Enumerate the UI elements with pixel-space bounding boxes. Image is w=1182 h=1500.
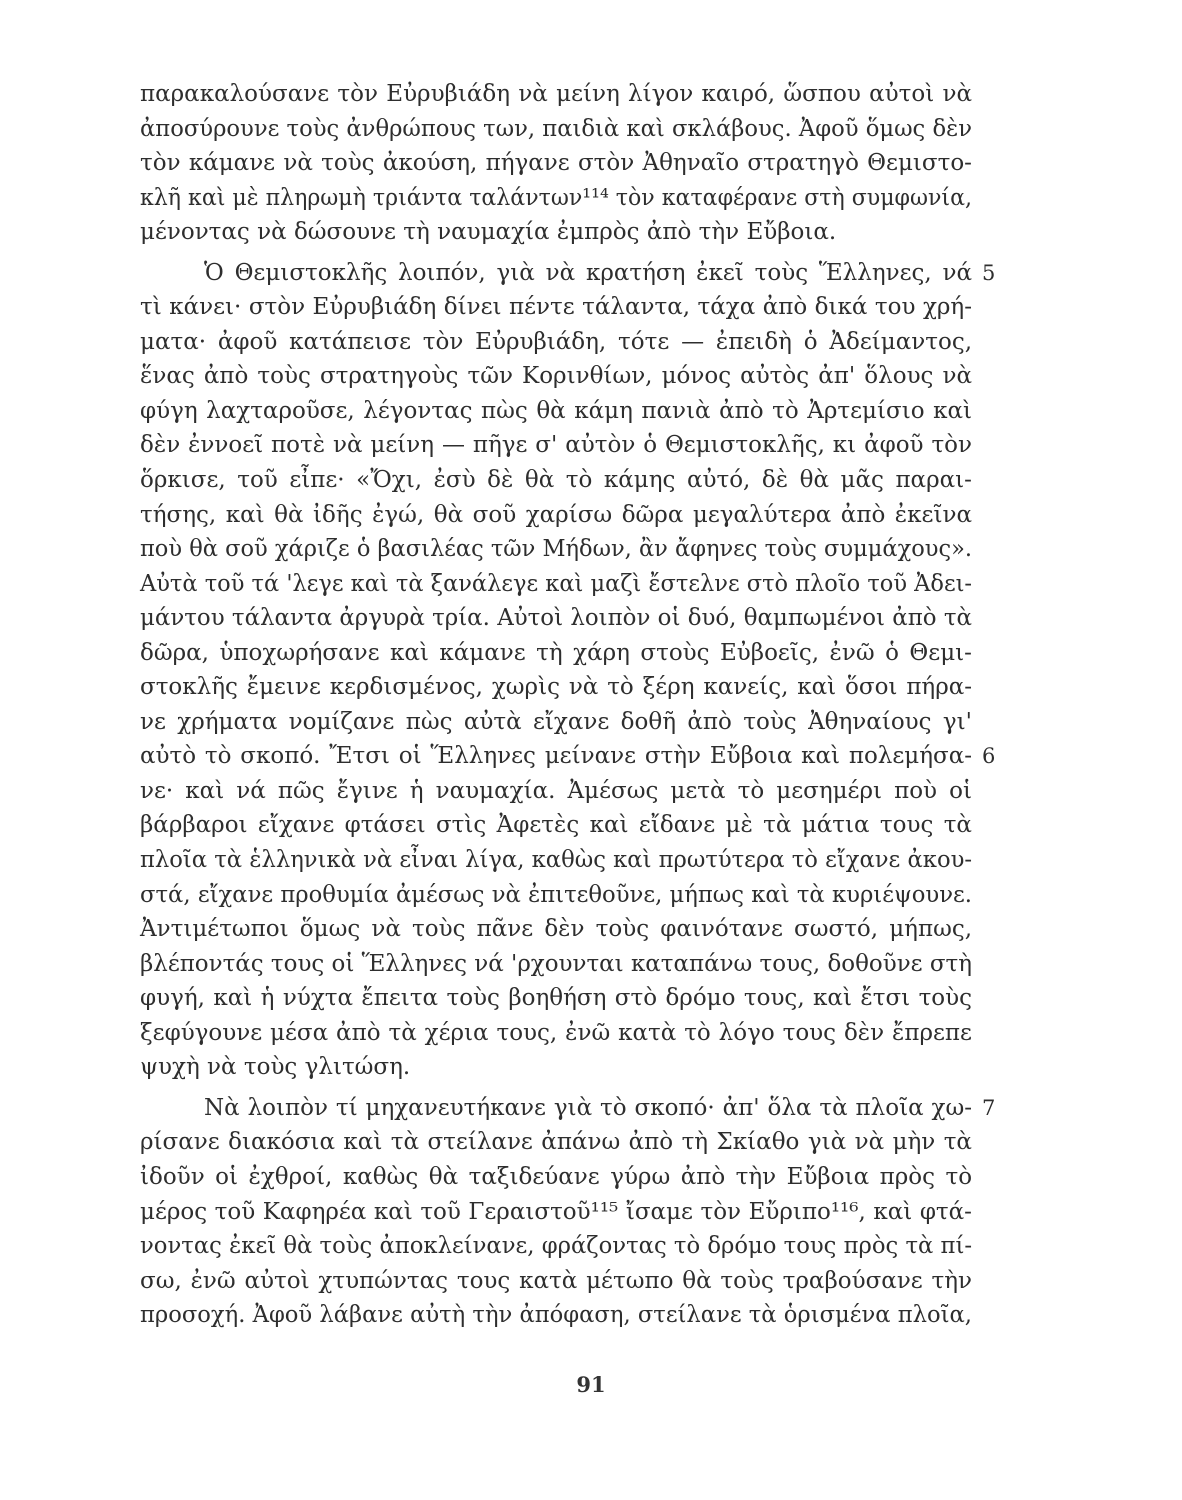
line-text: Ὁ Θεμιστοκλῆς λοιπόν, γιὰ νὰ κρατήση ἐκεῖ τοὺς Ἕλληνες, νά xyxy=(204,259,973,286)
line-text: αὐτὸ τὸ σκοπό. Ἔτσι οἱ Ἕλληνες μείνανε στὴν Εὔβοια καὶ πολεμήσα- xyxy=(140,743,973,770)
text-line xyxy=(140,601,972,636)
line-text: φύγη λαχταροῦσε, λέγοντας πὼς θὰ κάμη πανιὰ ἀπὸ τὸ Ἀρτεμίσιο καὶ xyxy=(140,397,973,424)
text-line xyxy=(140,290,972,325)
page-number: 91 xyxy=(576,1372,606,1397)
section-marker: 6 xyxy=(982,744,996,769)
line-text: νε χρήματα νομίζανε πὼς αὐτὰ εἴχανε δοθῆ ἀπὸ τοὺς Ἀθηναίους γι' xyxy=(140,708,973,735)
line-text: Ἀντιμέτωποι ὅμως νὰ τοὺς πᾶνε δὲν τοὺς φαινότανε σωστό, μήπως, xyxy=(140,916,973,943)
line-text: ματα· ἀφοῦ κατάπεισε τὸν Εὐρυβιάδη, τότε — ἐπειδὴ ὁ Ἀδείμαντος, xyxy=(140,328,973,355)
line-text: νε· καὶ νά πῶς ἔγινε ἡ ναυμαχία. Ἀμέσως μετὰ τὸ μεσημέρι ποὺ οἱ xyxy=(140,777,972,804)
text-line xyxy=(140,843,972,878)
text-line xyxy=(140,670,972,705)
text-line xyxy=(140,77,972,112)
text-line xyxy=(140,394,972,429)
text-line xyxy=(140,1091,996,1126)
line-text: μάντου τάλαντα ἀργυρὰ τρία. Αὐτοὶ λοιπὸν οἱ δυό, θαμπωμένοι ἀπὸ τὰ xyxy=(140,605,972,632)
text-line xyxy=(140,1264,972,1299)
line-text: δὲν ἐννοεῖ ποτὲ νὰ μείνη — πῆγε σ' αὐτὸν ὁ Θεμιστοκλῆς, κι ἀφοῦ τὸν xyxy=(140,432,972,459)
text-line xyxy=(140,181,972,216)
line-text: σω, ἐνῶ αὐτοὶ χτυπώντας τους κατὰ μέτωπο θὰ τοὺς τραβούσανε τὴν xyxy=(140,1267,973,1294)
line-text: δῶρα, ὑποχωρήσανε καὶ κάμανε τὴ χάρη στοὺς Εὐβοεῖς, ἐνῶ ὁ Θεμι- xyxy=(140,639,972,666)
line-text: στοκλῆς ἔμεινε κερδισμένος, χωρὶς νὰ τὸ ξέρη κανείς, καὶ ὅσοι πήρα- xyxy=(140,674,973,701)
line-text: παρακαλούσανε τὸν Εὐρυβιάδη νὰ μείνη λίγον καιρό, ὥσπου αὐτοὶ νὰ xyxy=(140,81,973,107)
section-marker: 5 xyxy=(982,260,996,285)
text-line xyxy=(140,146,972,181)
text-line xyxy=(140,567,972,602)
text-line xyxy=(140,912,972,947)
text-line xyxy=(140,1298,972,1333)
text-line xyxy=(140,428,972,463)
text-line xyxy=(140,739,996,774)
line-text: φυγή, καὶ ἡ νύχτα ἔπειτα τοὺς βοηθήση στὸ δρόμο τους, καὶ ἔτσι τοὺς xyxy=(140,985,973,1012)
text-line xyxy=(140,774,972,809)
line-text: ξεφύγουνε μέσα ἀπὸ τὰ χέρια τους, ἐνῶ κατὰ τὸ λόγο τους δὲν ἔπρεπε xyxy=(140,1019,972,1046)
text-line xyxy=(140,325,972,360)
text-line xyxy=(140,1016,972,1051)
line-text: τὸν κάμανε νὰ τοὺς ἀκούση, πήγανε στὸν Ἀθηναῖο στρατηγὸ Θεμιστο- xyxy=(140,150,972,177)
line-text: τὶ κάνει· στὸν Εὐρυβιάδη δίνει πέντε τάλαντα, τάχα ἀπὸ δικά του χρή- xyxy=(140,294,972,321)
line-text: μέρος τοῦ Καφηρέα καὶ τοῦ Γεραιστοῦ¹¹⁵ ἴσαμε τὸν Εὔριπο¹¹⁶, καὶ φτά- xyxy=(140,1198,972,1225)
line-text: ἰδοῦν οἱ ἐχθροί, καθὼς θὰ ταξιδεύανε γύρω ἀπὸ τὴν Εὔβοια πρὸς τὸ xyxy=(140,1163,973,1190)
text-line xyxy=(140,1050,972,1085)
text-line xyxy=(140,1229,972,1264)
line-text: ἀποσύρουνε τοὺς ἀνθρώπους των, παιδιὰ καὶ σκλάβους. Ἀφοῦ ὅμως δὲν xyxy=(140,115,973,142)
text-line xyxy=(140,1125,972,1160)
text-line xyxy=(140,705,972,740)
text-line xyxy=(140,947,972,982)
line-text: νοντας ἐκεῖ θὰ τοὺς ἀποκλείνανε, φράζοντας τὸ δρόμο τους πρὸς τὰ πί- xyxy=(140,1233,973,1260)
line-text: ἕνας ἀπὸ τοὺς στρατηγοὺς τῶν Κορινθίων, μόνος αὐτὸς ἀπ' ὅλους νὰ xyxy=(140,363,973,390)
line-text: τήσης, καὶ θὰ ἰδῆς ἐγώ, θὰ σοῦ χαρίσω δῶρα μεγαλύτερα ἀπὸ ἐκεῖνα xyxy=(140,501,972,528)
line-text: βάρβαροι εἴχανε φτάσει στὶς Ἀφετὲς καὶ εἴδανε μὲ τὰ μάτια τους τὰ xyxy=(140,812,972,839)
text-line xyxy=(140,878,972,913)
text-line xyxy=(140,112,972,147)
text-line xyxy=(140,463,972,498)
line-text: προσοχή. Ἀφοῦ λάβανε αὐτὴ τὴν ἀπόφαση, στείλανε τὰ ὁρισμένα πλοῖα, xyxy=(140,1302,972,1329)
text-line xyxy=(140,808,972,843)
text-line xyxy=(140,498,972,533)
text-line xyxy=(140,359,972,394)
line-text: μένοντας νὰ δώσουνε τὴ ναυμαχία ἐμπρὸς ἀπὸ τὴν Εὔβοια. xyxy=(140,219,837,246)
text-line xyxy=(140,1195,972,1230)
text-line xyxy=(140,981,972,1016)
text-line xyxy=(140,1160,972,1195)
line-text: κλῆ καὶ μὲ πληρωμὴ τριάντα ταλάντων¹¹⁴ τὸν καταφέρανε στὴ συμφωνία, xyxy=(140,184,973,211)
text-line xyxy=(140,636,972,671)
line-text: ὅρκισε, τοῦ εἶπε· «Ὄχι, ἐσὺ δὲ θὰ τὸ κάμης αὐτό, δὲ θὰ μᾶς παραι- xyxy=(140,467,972,494)
text-line xyxy=(140,256,996,291)
line-text: ψυχὴ νὰ τοὺς γλιτώση. xyxy=(140,1054,411,1081)
text-line xyxy=(140,215,972,250)
line-text: βλέποντάς τους οἱ Ἕλληνες νά 'ρχουνται καταπάνω τους, δοθοῦνε στὴ xyxy=(140,950,972,977)
section-marker: 7 xyxy=(982,1095,996,1120)
line-text: Νὰ λοιπὸν τί μηχανευτήκανε γιὰ τὸ σκοπό· ἀπ' ὅλα τὰ πλοῖα χω- xyxy=(204,1094,972,1121)
line-text: ρίσανε διακόσια καὶ τὰ στείλανε ἀπάνω ἀπὸ τὴ Σκίαθο γιὰ νὰ μὴν τὰ xyxy=(140,1129,972,1156)
text-line xyxy=(140,532,972,567)
line-text: πλοῖα τὰ ἑλληνικὰ νὰ εἶναι λίγα, καθὼς καὶ πρωτύτερα τὸ εἴχανε ἀκου- xyxy=(140,847,973,874)
line-text: στά, εἴχανε προθυμία ἀμέσως νὰ ἐπιτεθοῦνε, μήπως καὶ τὰ κυριέψουνε. xyxy=(140,881,973,908)
line-text: ποὺ θὰ σοῦ χάριζε ὁ βασιλέας τῶν Μήδων, ἂν ἄφηνες τοὺς συμμάχους». xyxy=(140,536,973,563)
body-text xyxy=(140,77,996,1333)
line-text: Αὐτὰ τοῦ τά 'λεγε καὶ τὰ ξανάλεγε καὶ μαζὶ ἔστελνε στὸ πλοῖο τοῦ Ἀδει- xyxy=(140,570,973,597)
